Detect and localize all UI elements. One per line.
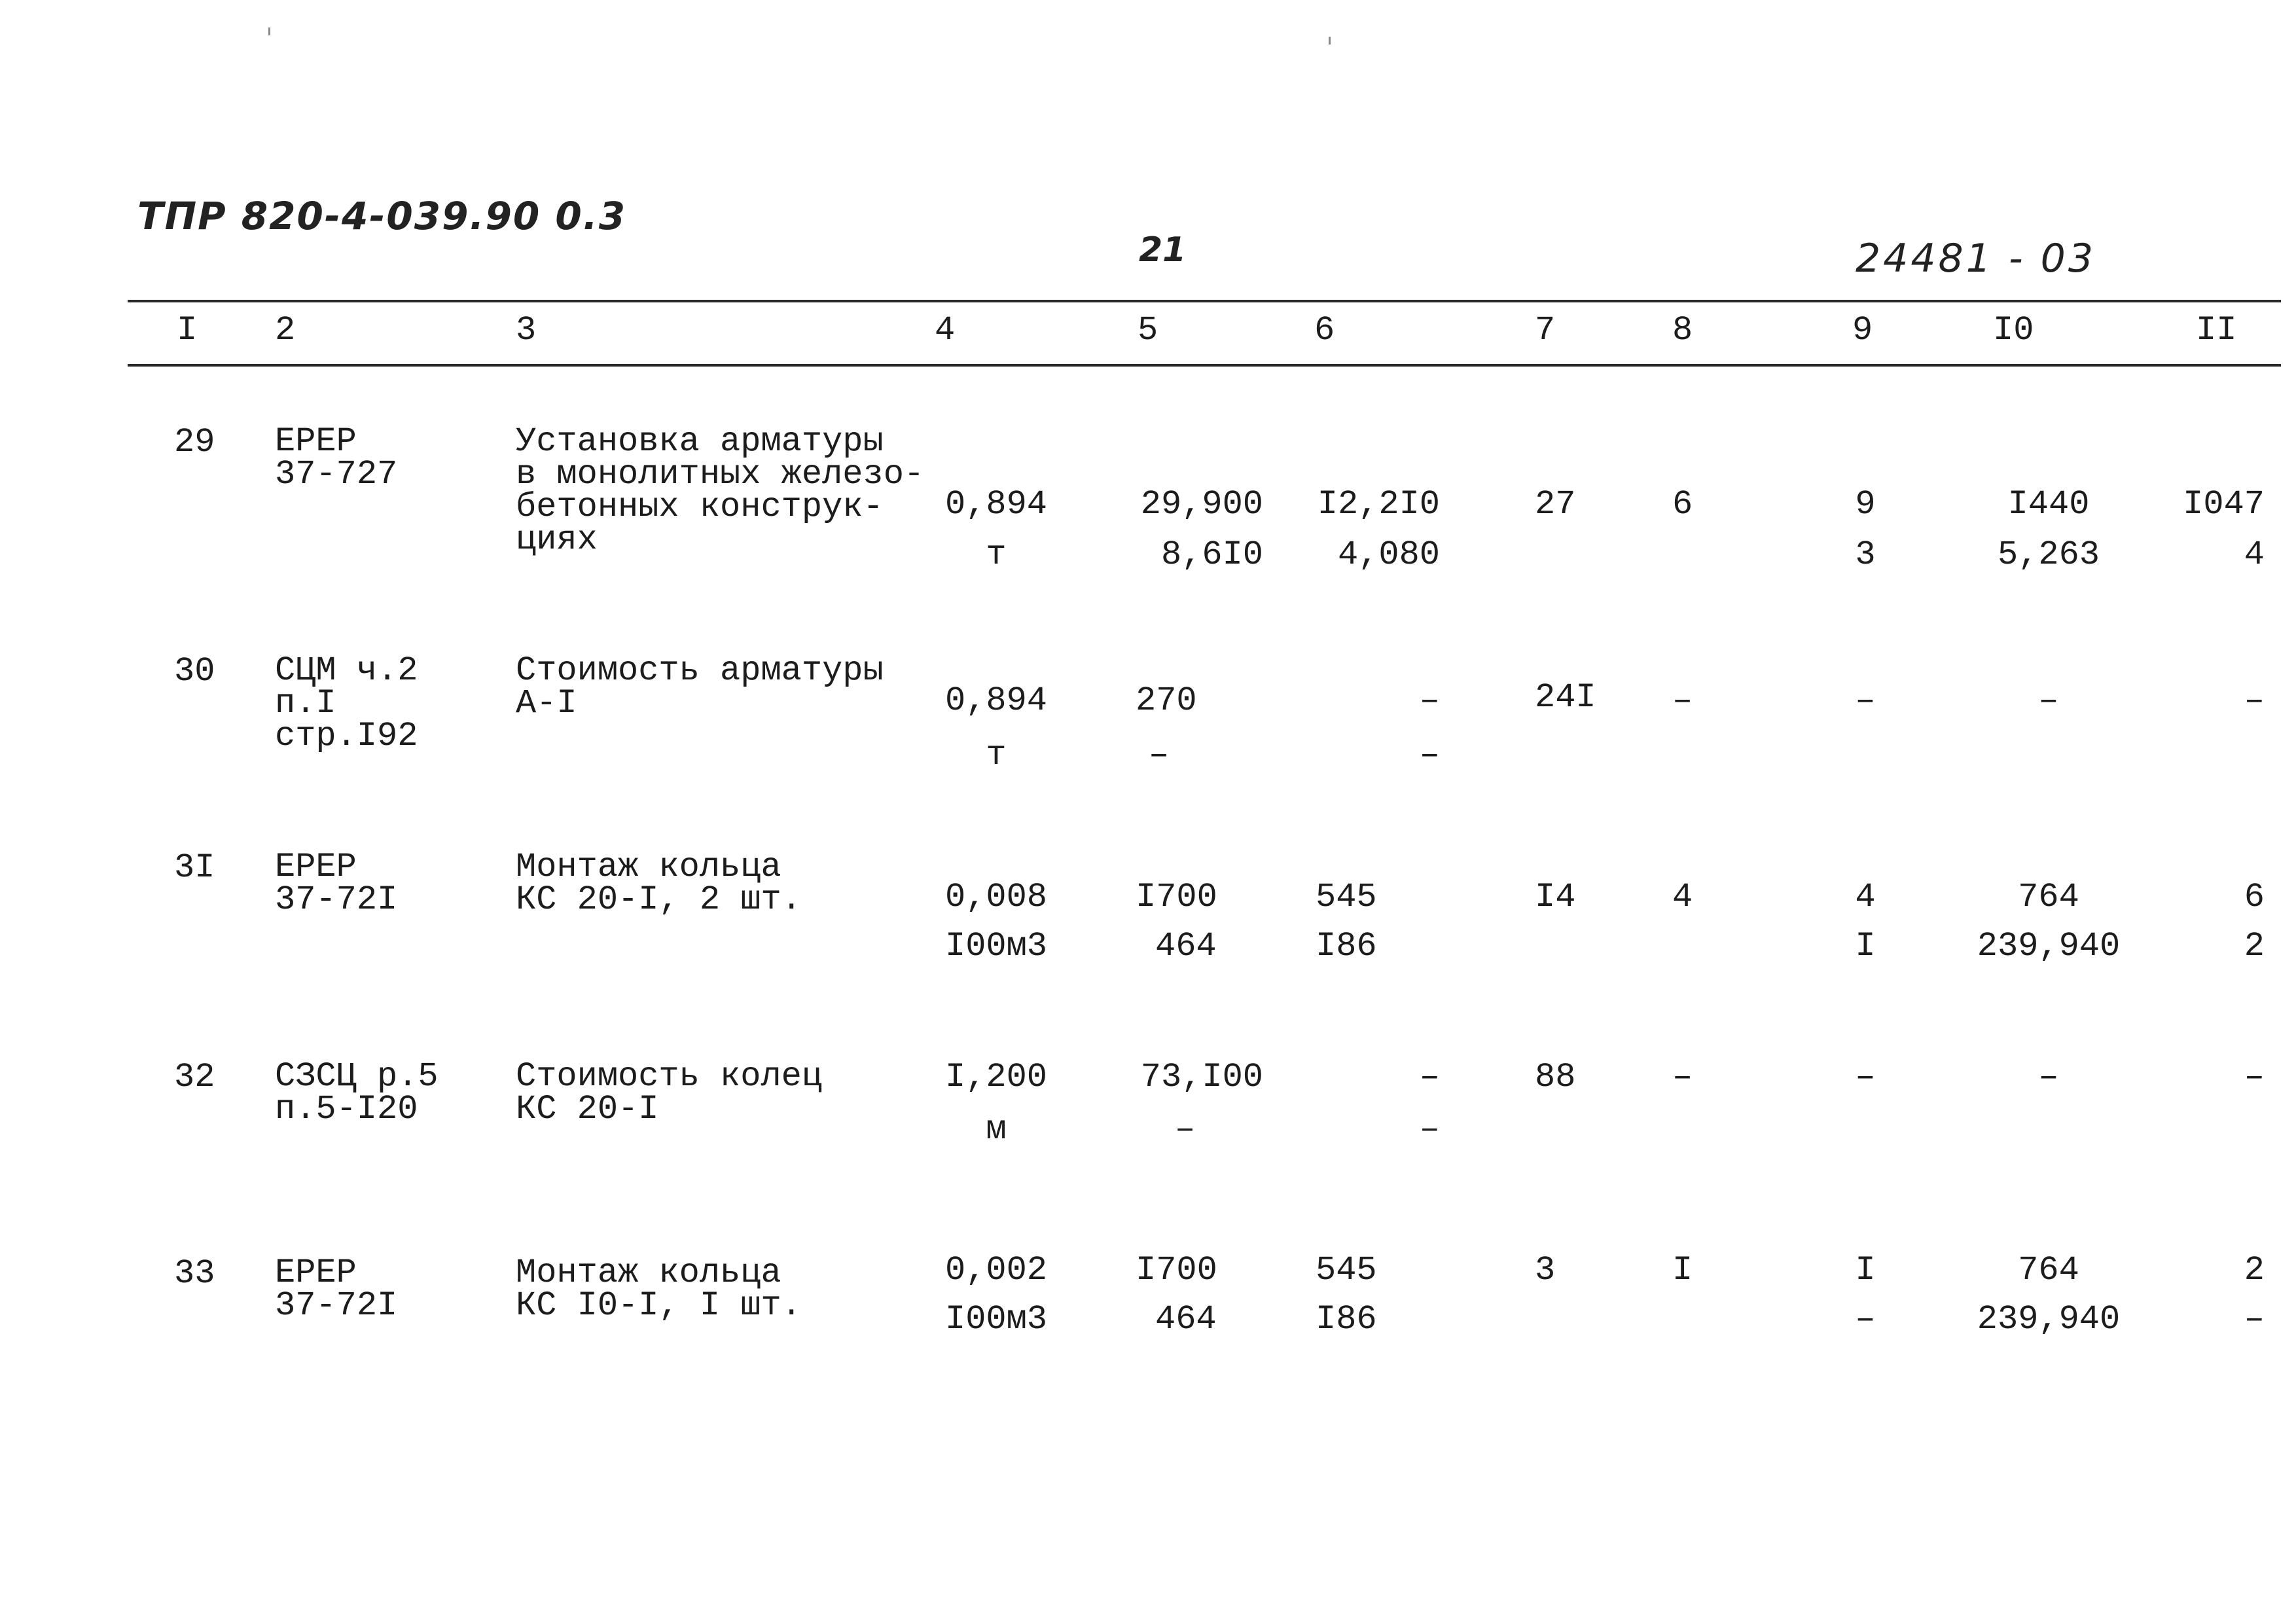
row-col7: 24I <box>1535 678 1596 717</box>
table-header-rule <box>128 364 2281 367</box>
row-col9-top: 9 <box>1855 485 1876 524</box>
row-col6-bottom: I86 <box>1316 1300 1377 1339</box>
row-code: СЦМ ч.2 п.I стр.I92 <box>275 651 418 755</box>
row-name: Монтаж кольца КС I0-I, I шт. <box>516 1254 802 1325</box>
row-col11-top: 6 <box>2244 878 2265 916</box>
row-col11-top: I047 <box>2183 485 2265 524</box>
row-name: Монтаж кольца КС 20-I, 2 шт. <box>516 848 802 919</box>
scan-speck <box>1329 37 1331 45</box>
row-col9-top: – <box>1855 681 1876 720</box>
row-number: 3I <box>174 848 215 887</box>
column-header-8: 8 <box>1672 311 1693 350</box>
row-quantity: 0,008 <box>944 878 1048 916</box>
row-col11-top: 2 <box>2244 1251 2265 1290</box>
row-col6-top: I2,2I0 <box>1317 485 1440 524</box>
column-header-7: 7 <box>1535 311 1556 350</box>
row-col8: – <box>1672 681 1693 720</box>
row-unit: м <box>986 1110 1007 1149</box>
column-header-11: II <box>2196 311 2237 350</box>
row-col5-bottom: 8,6I0 <box>1160 535 1263 574</box>
row-col11-top: – <box>2244 1058 2265 1096</box>
row-col5-bottom: 464 <box>1155 927 1217 965</box>
column-header-9: 9 <box>1852 311 1873 350</box>
scan-speck <box>268 27 270 35</box>
row-col9-bottom: I <box>1855 927 1876 965</box>
row-col6-top: – <box>1419 1058 1440 1096</box>
row-col9-bottom: – <box>1855 1300 1876 1339</box>
row-col8: – <box>1672 1058 1693 1096</box>
row-col8: 4 <box>1672 878 1693 916</box>
row-col6-bottom: – <box>1419 1110 1440 1149</box>
row-col6-top: – <box>1419 681 1440 720</box>
row-col8: 6 <box>1672 485 1693 524</box>
row-col7: I4 <box>1535 878 1576 916</box>
row-name: Стоимость колец КС 20-I <box>516 1057 823 1128</box>
column-header-1: I <box>177 311 198 350</box>
row-code: ЕРЕР 37-727 <box>275 422 398 494</box>
document-code: ТПР 820-4-039.90 0.3 <box>137 194 627 238</box>
row-code: ЕРЕР 37-72I <box>275 848 398 919</box>
column-header-5: 5 <box>1138 311 1158 350</box>
row-col6-bottom: 4,080 <box>1337 535 1440 574</box>
row-col7: 3 <box>1535 1251 1556 1290</box>
row-col10-top: 764 <box>2018 1251 2079 1290</box>
column-header-6: 6 <box>1314 311 1335 350</box>
page-number: 21 <box>1139 230 1187 270</box>
row-col10-top: I440 <box>2007 485 2090 524</box>
row-col10-bottom: 239,940 <box>1977 1300 2121 1339</box>
row-col7: 27 <box>1535 485 1576 524</box>
row-unit: т <box>986 535 1007 574</box>
column-header-2: 2 <box>275 311 296 350</box>
row-col5-top: 73,I00 <box>1140 1058 1263 1096</box>
row-col9-bottom: 3 <box>1855 535 1876 574</box>
row-col7: 88 <box>1535 1058 1576 1096</box>
row-col5-bottom: 464 <box>1155 1300 1217 1339</box>
row-col8: I <box>1672 1251 1693 1290</box>
row-col6-bottom: – <box>1419 736 1440 774</box>
row-number: 30 <box>174 652 215 691</box>
row-col5-top: 29,900 <box>1140 485 1263 524</box>
row-quantity: 0,894 <box>944 681 1048 720</box>
row-quantity: I,200 <box>944 1058 1048 1096</box>
column-header-10: I0 <box>1993 311 2034 350</box>
table-top-rule <box>128 300 2281 302</box>
row-col10-top: – <box>2038 1058 2059 1096</box>
row-name: Стоимость арматуры А-I <box>516 651 884 723</box>
document-number: 24481 - 03 <box>1856 236 2096 281</box>
row-code: ЕРЕР 37-72I <box>275 1254 398 1325</box>
row-col11-bottom: 2 <box>2244 927 2265 965</box>
row-code: СЗСЦ р.5 п.5-I20 <box>275 1057 439 1128</box>
row-col6-bottom: I86 <box>1316 927 1377 965</box>
row-col11-bottom: – <box>2244 1300 2265 1339</box>
row-name: Установка арматуры в монолитных железо- бетонных конструк- циях <box>516 422 925 559</box>
row-unit: т <box>986 736 1007 774</box>
row-col9-top: – <box>1855 1058 1876 1096</box>
row-number: 32 <box>174 1058 215 1096</box>
row-quantity: 0,894 <box>944 485 1048 524</box>
row-col5-bottom: – <box>1149 736 1170 774</box>
column-header-4: 4 <box>935 311 956 350</box>
row-col5-top: 270 <box>1136 681 1197 720</box>
row-col10-top: 764 <box>2018 878 2079 916</box>
row-col9-top: I <box>1855 1251 1876 1290</box>
row-col6-top: 545 <box>1316 1251 1377 1290</box>
row-col9-top: 4 <box>1855 878 1876 916</box>
row-col11-top: – <box>2244 681 2265 720</box>
row-col10-top: – <box>2038 681 2059 720</box>
row-col5-bottom: – <box>1175 1110 1196 1149</box>
row-col10-bottom: 239,940 <box>1977 927 2121 965</box>
row-number: 33 <box>174 1254 215 1293</box>
row-quantity: 0,002 <box>944 1251 1048 1290</box>
row-col5-top: I700 <box>1136 1251 1217 1290</box>
row-col5-top: I700 <box>1136 878 1217 916</box>
row-col10-bottom: 5,263 <box>1997 535 2100 574</box>
row-unit: I00м3 <box>944 927 1048 965</box>
column-header-3: 3 <box>516 311 537 350</box>
row-col11-bottom: 4 <box>2244 535 2265 574</box>
row-col6-top: 545 <box>1316 878 1377 916</box>
row-unit: I00м3 <box>944 1300 1048 1339</box>
row-number: 29 <box>174 423 215 461</box>
